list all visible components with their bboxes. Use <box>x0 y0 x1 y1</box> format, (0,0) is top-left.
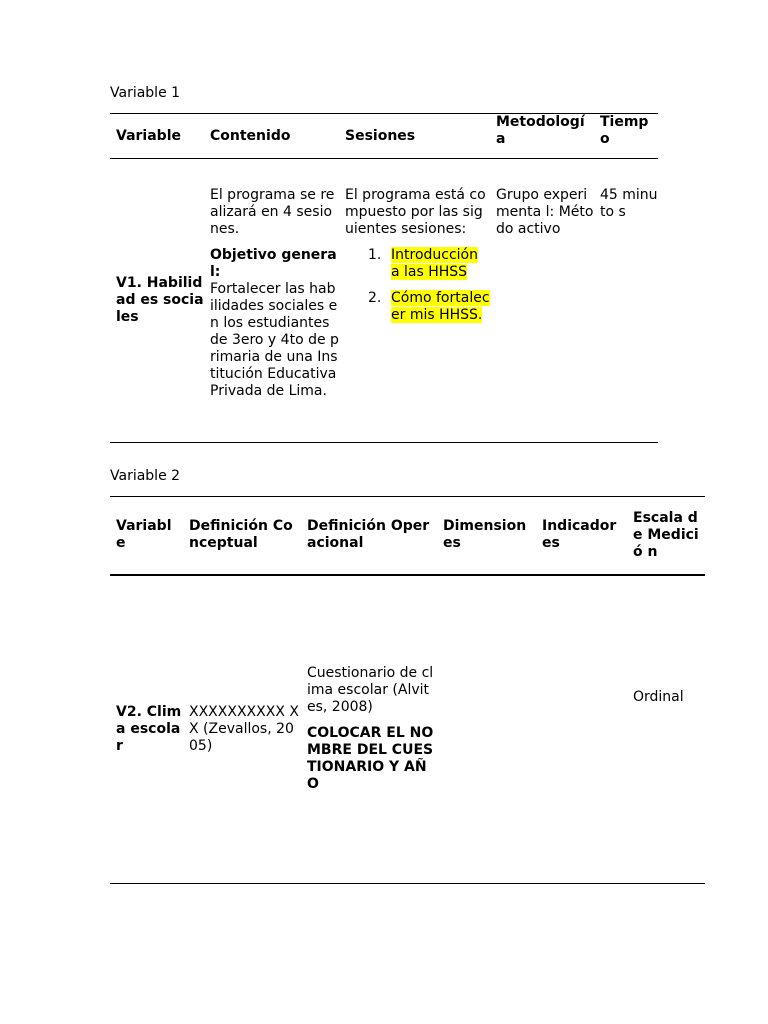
cell-contenido <box>204 159 339 443</box>
cell-sesiones <box>339 159 490 443</box>
variable-2-table <box>110 496 705 884</box>
header-definicion-conceptual: Definición Conceptual <box>189 518 293 552</box>
cell-tiempo: 45 minuto s <box>600 187 658 220</box>
cell-variable: V1. Habilidad es sociales <box>116 275 204 325</box>
header-escala-medicion: Escala de Medició n <box>633 509 699 560</box>
highlighted-text: Cómo fortalecer mis HHSS. <box>391 290 490 323</box>
list-number: 2. <box>368 290 382 306</box>
cell-definicion-operacional <box>301 575 437 884</box>
objetivo-text: Fortalecer las habilidades sociales en los estudiantes de 3ero y 4to de primaria de una Institución Educativa Privada de Lima. <box>210 281 339 399</box>
cell-metodologia: Grupo experimenta l: Método activo <box>496 187 594 237</box>
contenido-intro: El programa se realizará en 4 sesiones. <box>210 187 335 237</box>
operacional-text: Cuestionario de clima escolar (Alvites, 2008) <box>307 665 434 716</box>
highlighted-text: Introducción a las HHSS <box>391 247 478 280</box>
sesiones-list <box>345 247 490 324</box>
header-variable: Variabl e <box>116 518 172 552</box>
header-definicion-operacional: Definición Operacional <box>307 518 430 552</box>
header-variable: Variable <box>116 127 181 144</box>
header-indicadores: Indicador es <box>542 518 617 552</box>
variable-1-table <box>110 113 658 443</box>
operacional-note: COLOCAR EL NOMBRE DEL CUESTIONARIO Y AÑO <box>307 725 434 793</box>
cell-variable: V2. Clima escolar <box>116 703 182 754</box>
table-caption-variable-2: Variable 2 <box>110 468 181 484</box>
cell-dimensiones <box>437 575 536 884</box>
cell-definicion-conceptual: XXXXXXXXXX XX (Zevallos, 2005) <box>189 703 299 754</box>
cell-escala: Ordinal <box>633 688 684 705</box>
header-contenido: Contenido <box>210 127 291 144</box>
table-header-row <box>110 114 658 159</box>
header-sesiones: Sesiones <box>345 127 416 144</box>
header-dimensiones: Dimension es <box>443 518 527 552</box>
table-row <box>110 575 705 884</box>
header-tiempo: Tiemp o <box>600 114 649 147</box>
sesiones-intro: El programa está compuesto por las siguientes sesiones: <box>345 187 486 237</box>
objetivo-label: Objetivo general: <box>210 247 337 280</box>
header-metodologia: Metodologí a <box>496 114 585 147</box>
list-number: 1. <box>368 247 382 263</box>
table-header-row <box>110 497 705 575</box>
list-item <box>345 247 490 281</box>
list-item <box>345 290 490 324</box>
table-caption-variable-1: Variable 1 <box>110 85 181 101</box>
cell-indicadores <box>536 575 627 884</box>
table-row <box>110 159 658 443</box>
